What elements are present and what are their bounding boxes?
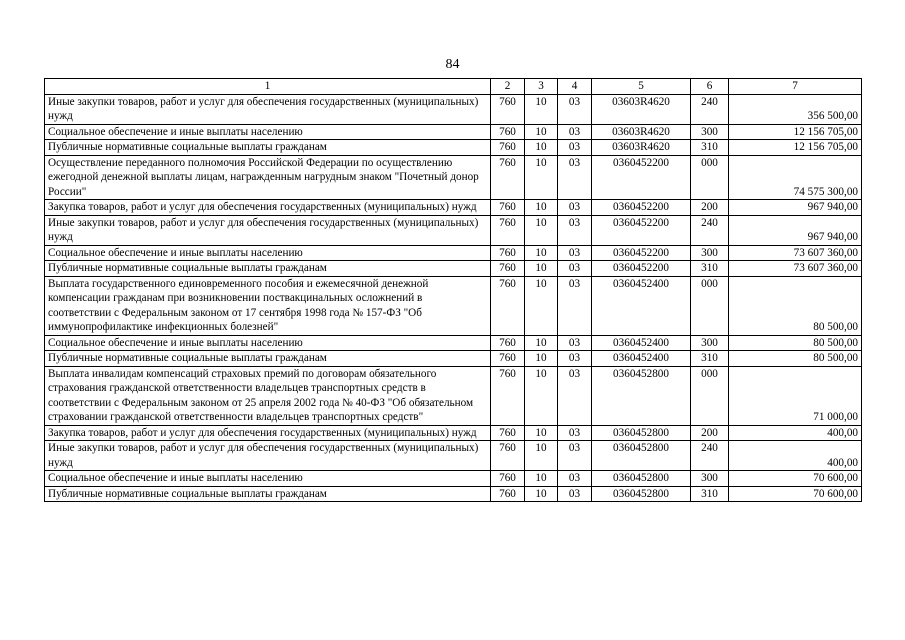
row-description: Закупка товаров, работ и услуг для обеспечения государственных (муниципальных) нужд — [45, 425, 491, 441]
amount-value: 400,00 — [729, 425, 862, 441]
expense-type-code: 310 — [691, 140, 729, 156]
table-row — [45, 200, 862, 216]
subsection-code: 03 — [558, 441, 592, 471]
chapter-code: 760 — [491, 351, 525, 367]
section-code: 10 — [525, 261, 558, 277]
expense-type-code: 200 — [691, 425, 729, 441]
expense-type-code: 300 — [691, 245, 729, 261]
section-code: 10 — [525, 351, 558, 367]
section-code: 10 — [525, 276, 558, 335]
target-article-code: 03603R4620 — [592, 94, 691, 124]
chapter-code: 760 — [491, 261, 525, 277]
target-article-code: 03603R4620 — [592, 124, 691, 140]
chapter-code: 760 — [491, 245, 525, 261]
table-body — [45, 79, 862, 502]
chapter-code: 760 — [491, 124, 525, 140]
table-header-row — [45, 79, 862, 95]
amount-value: 73 607 360,00 — [729, 261, 862, 277]
column-header: 1 — [45, 79, 491, 95]
amount-value: 356 500,00 — [729, 94, 862, 124]
section-code: 10 — [525, 140, 558, 156]
page-number: 84 — [445, 57, 460, 72]
table-row — [45, 140, 862, 156]
subsection-code: 03 — [558, 140, 592, 156]
column-header: 5 — [592, 79, 691, 95]
row-description: Иные закупки товаров, работ и услуг для обеспечения государственных (муниципальных) нужд — [45, 94, 491, 124]
table-row — [45, 425, 862, 441]
chapter-code: 760 — [491, 200, 525, 216]
section-code: 10 — [525, 486, 558, 502]
column-header: 3 — [525, 79, 558, 95]
table-row — [45, 245, 862, 261]
subsection-code: 03 — [558, 200, 592, 216]
row-description: Иные закупки товаров, работ и услуг для обеспечения государственных (муниципальных) нужд — [45, 215, 491, 245]
subsection-code: 03 — [558, 486, 592, 502]
column-header: 2 — [491, 79, 525, 95]
target-article-code: 0360452200 — [592, 155, 691, 200]
amount-value: 71 000,00 — [729, 366, 862, 425]
amount-value: 73 607 360,00 — [729, 245, 862, 261]
target-article-code: 0360452800 — [592, 425, 691, 441]
expense-type-code: 310 — [691, 486, 729, 502]
target-article-code: 0360452200 — [592, 200, 691, 216]
amount-value: 400,00 — [729, 441, 862, 471]
chapter-code: 760 — [491, 215, 525, 245]
subsection-code: 03 — [558, 425, 592, 441]
section-code: 10 — [525, 124, 558, 140]
expense-type-code: 200 — [691, 200, 729, 216]
target-article-code: 0360452800 — [592, 441, 691, 471]
chapter-code: 760 — [491, 155, 525, 200]
column-header: 6 — [691, 79, 729, 95]
row-description: Социальное обеспечение и иные выплаты населению — [45, 471, 491, 487]
chapter-code: 760 — [491, 94, 525, 124]
chapter-code: 760 — [491, 335, 525, 351]
subsection-code: 03 — [558, 261, 592, 277]
amount-value: 70 600,00 — [729, 486, 862, 502]
row-description: Закупка товаров, работ и услуг для обеспечения государственных (муниципальных) нужд — [45, 200, 491, 216]
chapter-code: 760 — [491, 471, 525, 487]
row-description: Публичные нормативные социальные выплаты гражданам — [45, 140, 491, 156]
expense-type-code: 000 — [691, 366, 729, 425]
row-description: Публичные нормативные социальные выплаты гражданам — [45, 261, 491, 277]
section-code: 10 — [525, 94, 558, 124]
target-article-code: 03603R4620 — [592, 140, 691, 156]
row-description: Социальное обеспечение и иные выплаты населению — [45, 124, 491, 140]
amount-value: 967 940,00 — [729, 215, 862, 245]
amount-value: 80 500,00 — [729, 335, 862, 351]
target-article-code: 0360452200 — [592, 245, 691, 261]
section-code: 10 — [525, 366, 558, 425]
section-code: 10 — [525, 335, 558, 351]
section-code: 10 — [525, 441, 558, 471]
target-article-code: 0360452800 — [592, 486, 691, 502]
chapter-code: 760 — [491, 486, 525, 502]
section-code: 10 — [525, 200, 558, 216]
table-row — [45, 441, 862, 471]
table-row — [45, 215, 862, 245]
expense-type-code: 240 — [691, 441, 729, 471]
expense-type-code: 310 — [691, 261, 729, 277]
table-row — [45, 124, 862, 140]
table-row — [45, 261, 862, 277]
target-article-code: 0360452200 — [592, 215, 691, 245]
subsection-code: 03 — [558, 335, 592, 351]
row-description: Осуществление переданного полномочия Российской Федерации по осуществлению ежегодной денежной выплаты лицам, награжденным нагрудным знаком "Почетный донор России" — [45, 155, 491, 200]
chapter-code: 760 — [491, 441, 525, 471]
section-code: 10 — [525, 215, 558, 245]
target-article-code: 0360452200 — [592, 261, 691, 277]
amount-value: 80 500,00 — [729, 276, 862, 335]
row-description: Иные закупки товаров, работ и услуг для обеспечения государственных (муниципальных) нужд — [45, 441, 491, 471]
amount-value: 80 500,00 — [729, 351, 862, 367]
target-article-code: 0360452400 — [592, 335, 691, 351]
chapter-code: 760 — [491, 276, 525, 335]
row-description: Выплата инвалидам компенсаций страховых премий по договорам обязательного страхования гражданской ответственности владельцев транспортных средств в соответствии с Федеральным законом от 25 апреля 2002 года № 40-ФЗ "Об обязательном страховании гражданской ответственности владельцев транспортных средств" — [45, 366, 491, 425]
subsection-code: 03 — [558, 366, 592, 425]
section-code: 10 — [525, 245, 558, 261]
table-row — [45, 276, 862, 335]
amount-value: 12 156 705,00 — [729, 124, 862, 140]
budget-table — [44, 78, 862, 502]
subsection-code: 03 — [558, 215, 592, 245]
subsection-code: 03 — [558, 155, 592, 200]
expense-type-code: 000 — [691, 276, 729, 335]
chapter-code: 760 — [491, 366, 525, 425]
table-row — [45, 486, 862, 502]
table-row — [45, 471, 862, 487]
column-header: 7 — [729, 79, 862, 95]
section-code: 10 — [525, 155, 558, 200]
section-code: 10 — [525, 471, 558, 487]
subsection-code: 03 — [558, 245, 592, 261]
chapter-code: 760 — [491, 140, 525, 156]
expense-type-code: 300 — [691, 471, 729, 487]
amount-value: 967 940,00 — [729, 200, 862, 216]
subsection-code: 03 — [558, 124, 592, 140]
target-article-code: 0360452800 — [592, 471, 691, 487]
expense-type-code: 300 — [691, 335, 729, 351]
column-header: 4 — [558, 79, 592, 95]
expense-type-code: 240 — [691, 215, 729, 245]
row-description: Публичные нормативные социальные выплаты гражданам — [45, 486, 491, 502]
chapter-code: 760 — [491, 425, 525, 441]
subsection-code: 03 — [558, 471, 592, 487]
expense-type-code: 310 — [691, 351, 729, 367]
amount-value: 74 575 300,00 — [729, 155, 862, 200]
subsection-code: 03 — [558, 351, 592, 367]
expense-type-code: 000 — [691, 155, 729, 200]
row-description: Социальное обеспечение и иные выплаты населению — [45, 335, 491, 351]
row-description: Социальное обеспечение и иные выплаты населению — [45, 245, 491, 261]
table-row — [45, 335, 862, 351]
expense-type-code: 300 — [691, 124, 729, 140]
table-row — [45, 94, 862, 124]
table-row — [45, 155, 862, 200]
target-article-code: 0360452800 — [592, 366, 691, 425]
section-code: 10 — [525, 425, 558, 441]
table-row — [45, 366, 862, 425]
row-description: Выплата государственного единовременного пособия и ежемесячной денежной компенсации гражданам при возникновении поствакцинальных осложнений в соответствии с Федеральным законом от 17 сентября 1998 года № 157-ФЗ "Об иммунопрофилактике инфекционных болезней" — [45, 276, 491, 335]
row-description: Публичные нормативные социальные выплаты гражданам — [45, 351, 491, 367]
expense-type-code: 240 — [691, 94, 729, 124]
table-row — [45, 351, 862, 367]
subsection-code: 03 — [558, 94, 592, 124]
amount-value: 12 156 705,00 — [729, 140, 862, 156]
target-article-code: 0360452400 — [592, 276, 691, 335]
amount-value: 70 600,00 — [729, 471, 862, 487]
target-article-code: 0360452400 — [592, 351, 691, 367]
subsection-code: 03 — [558, 276, 592, 335]
